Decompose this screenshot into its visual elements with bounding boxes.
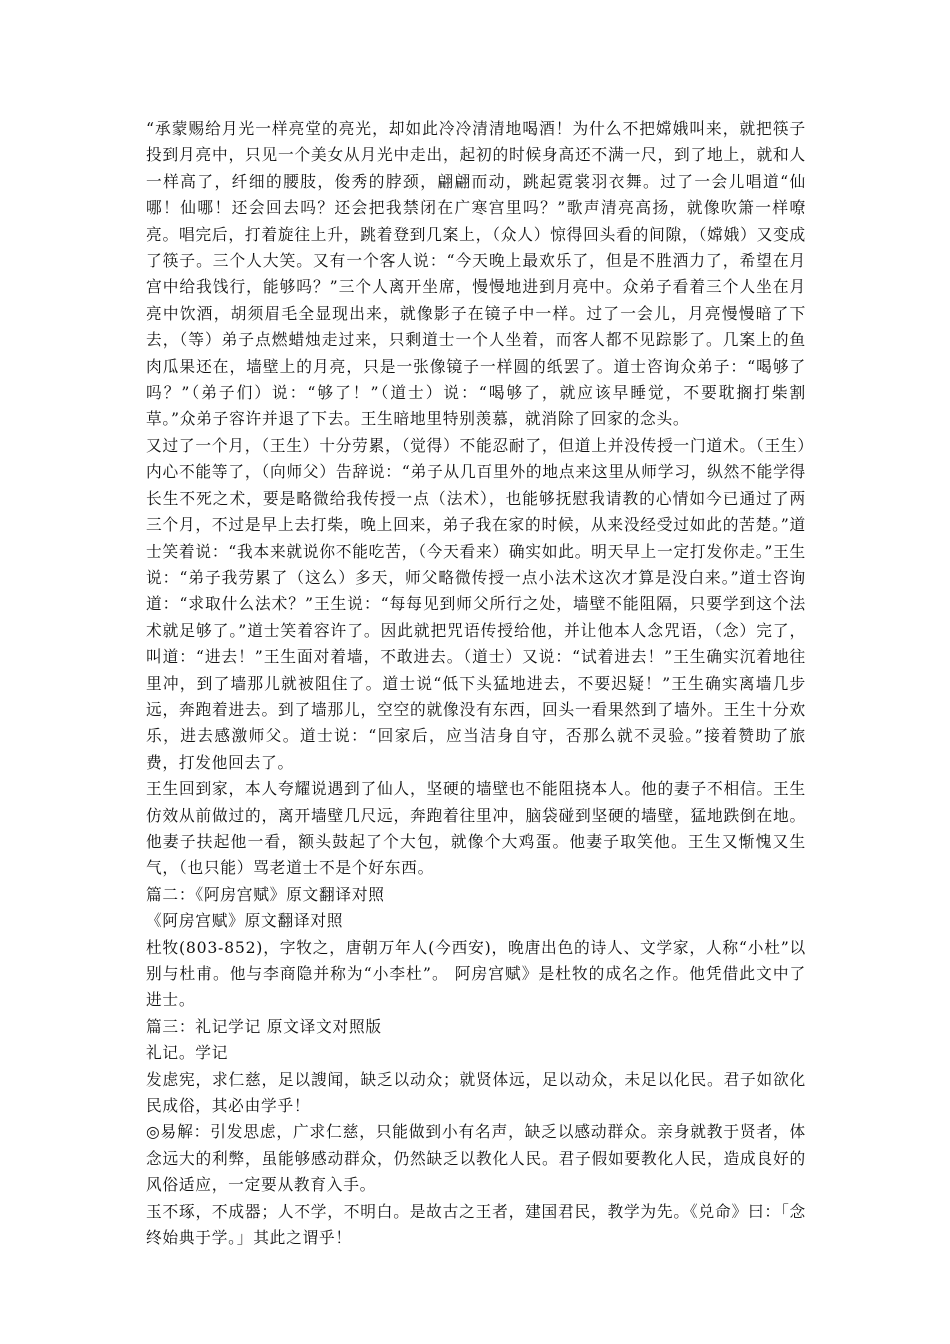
section-heading-part-two: 篇二：《阿房宫赋》原文翻译对照 [146,884,385,904]
paragraph-story-return-home: 王生回到家，本人夸耀说遇到了仙人，坚硬的墙壁也不能阻挠本人。他的妻子不相信。王生仿效从前做过的，离开墙壁几尺远，奔跑着往里冲，脑袋碰到坚硬的墙壁，猛地跌倒在地。他妻子扶起他一看，额头鼓起了个大包，就像个大鸡蛋。他妻子取笑他。王生又惭愧又生气，（也只能）骂老道士不是个好东西。 [146,779,806,878]
paragraph-story-learning-wall-spell: 又过了一个月，（王生）十分劳累，（觉得）不能忍耐了，但道上并没传授一门道术。（王生）内心不能等了，（向师父）告辞说：“弟子从几百里外的地点来这里从师学习，纵然不能学得长生不死之术，要是略微给我传授一点（法术），也能够抚慰我请教的心情如今已通过了两三个月，不过是早上去打柴，晚上回来，弟子我在家的时候，从来没经受过如此的苦楚。”道士笑着说：“我本来就说你不能吃苦，（今天看来）确实如此。明天早上一定打发你走。”王生说：“弟子我劳累了（这么）多天，师父略微传授一点小法术这次才算是没白来。”道士咨询道：“求取什么法术？”王生说：“每每见到师父所行之处，墙壁不能阻隔，只要学到这个法术就足够了。”道士笑着容许了。因此就把咒语传授给他，并让他本人念咒语，（念）完了，叫道：“进去！”王生面对着墙，不敢进去。（道士）又说：“试着进去！”王生确实沉着地往里冲，到了墙那儿就被阻住了。道士说“低下头猛地进去，不要迟疑！”王生确实离墙几步远，奔跑着进去。到了墙那儿，空空的就像没有东西，回头一看果然到了墙外。王生十分欢乐，进去感激师父。道士说：“回家后，应当洁身自守，否那么就不灵验。”接着赞助了旅费，打发他回去了。 [146,435,806,772]
section-heading-part-three: 篇三：礼记学记 原文译文对照版 [146,1016,382,1036]
subheading-liji-xueji: 礼记。学记 [146,1043,229,1063]
paragraph-story-moon-banquet: “承蒙赐给月光一样亮堂的亮光，却如此冷冷清清地喝酒！为什么不把嫦娥叫来，就把筷子投到月亮中，只见一个美女从月光中走出，起初的时候身高还不满一尺，到了地上，就和人一样高了，纤细的腰肢，俊秀的脖颈，翩翩而动，跳起霓裳羽衣舞。过了一会儿唱道“仙哪！仙哪！还会回去吗？还会把我禁闭在广寒宫里吗？”歌声清亮高扬，就像吹箫一样嘹亮。唱完后，打着旋往上升，跳着登到几案上，（众人）惊得回头看的间隙，（嫦娥）又变成了筷子。三个人大笑。又有一个客人说：“今天晚上最欢乐了，但是不胜酒力了，希望在月宫中给我饯行，能够吗？”三个人离开坐席，慢慢地进到月亮中。众弟子看着三个人坐在月亮中饮酒，胡须眉毛全显现出来，就像影子在镜子中一样。过了一会儿，月亮慢慢暗了下去，（等）弟子点燃蜡烛走过来，只剩道士一个人坐着，而客人都不见踪影了。几案上的鱼肉瓜果还在，墙壁上的月亮，只是一张像镜子一样圆的纸罢了。道士咨询众弟子：“喝够了吗？”（弟子们）说：“够了！”（道士）说：“喝够了，就应该早睡觉，不要耽搁打柴割草。”众弟子容许并退了下去。王生暗地里特别羡慕，就消除了回家的念头。 [146,119,806,429]
paragraph-xueji-original-2: 玉不琢，不成器；人不学，不明白。是故古之王者，建国君民，教学为先。《兑命》曰：「念终始典于学。」其此之谓乎！ [146,1201,806,1248]
paragraph-xueji-explanation-1: ◎易解：引发思虑，广求仁慈，只能做到小有名声，缺乏以感动群众。亲身就教于贤者，体念远大的利弊，虽能够感动群众，仍然缺乏以教化人民。君子假如要教化人民，造成良好的风俗适应，一定要从教育入手。 [146,1122,806,1195]
subheading-afang-palace: 《阿房宫赋》原文翻译对照 [146,911,344,931]
paragraph-xueji-original-1: 发虑宪，求仁慈，足以謏闻，缺乏以动众；就贤体远，足以动众，未足以化民。君子如欲化民成俗，其必由学乎！ [146,1069,806,1116]
paragraph-du-mu-intro: 杜牧(803-852)，字牧之，唐朝万年人(今西安)，晚唐出色的诗人、文学家，人称“小杜”以别与杜甫。他与李商隐并称为“小李杜”。 阿房宫赋》是杜牧的成名之作。他凭借此文中了进士。 [146,937,806,1010]
